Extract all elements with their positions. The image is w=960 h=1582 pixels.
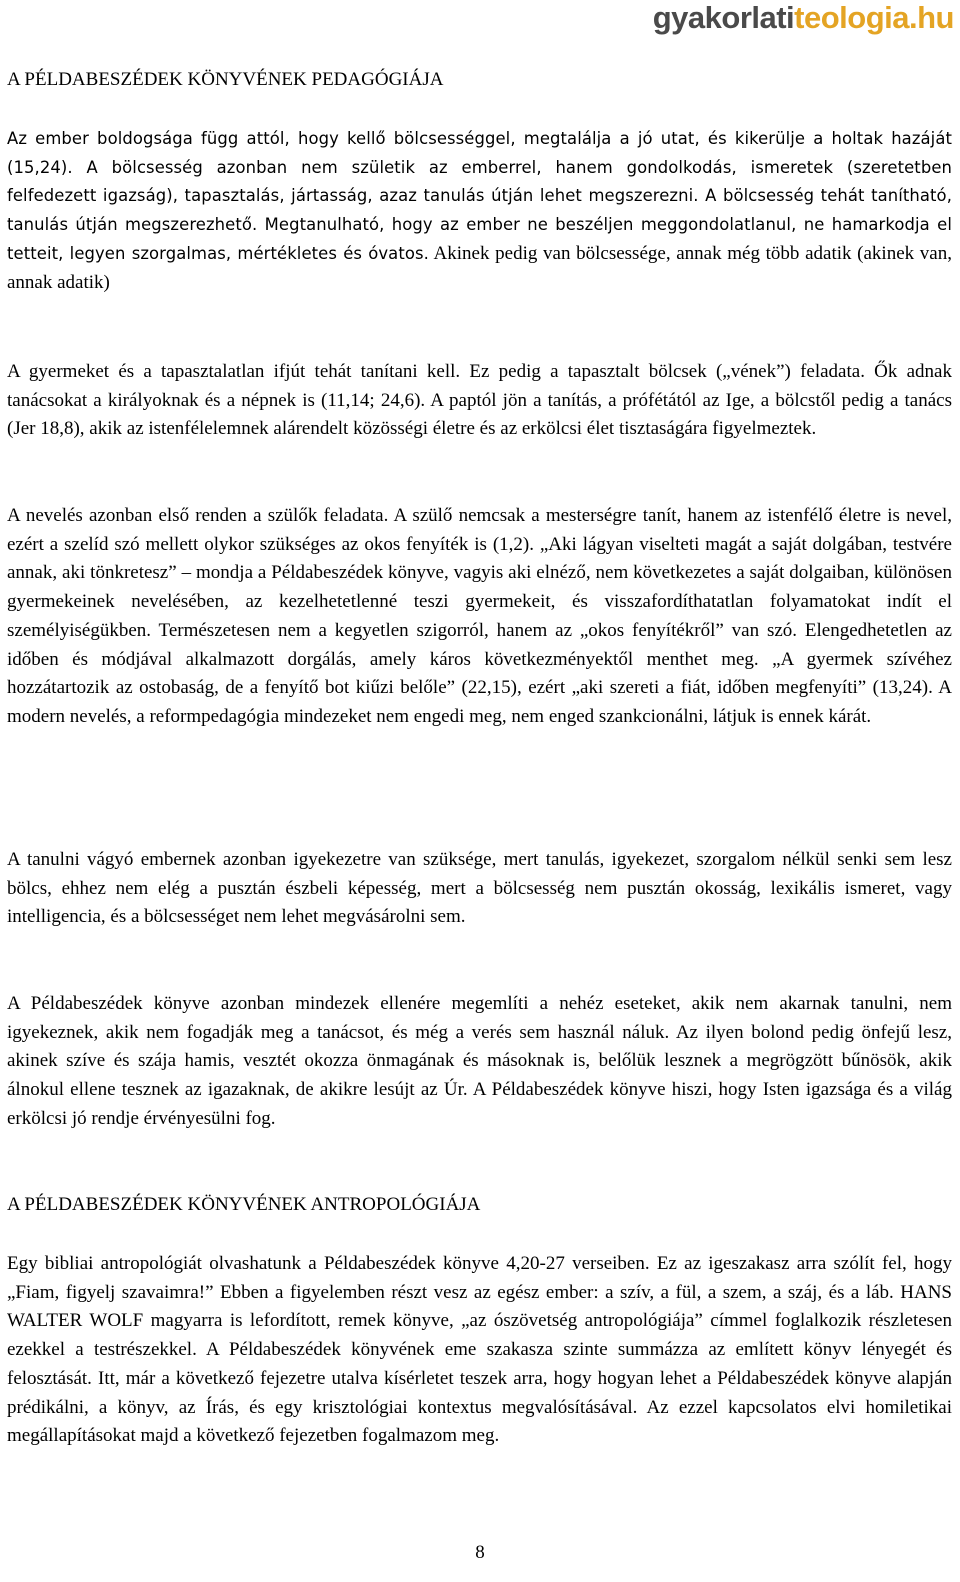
- paragraph-teaching-youth: A gyermeket és a tapasztalatlan ifjút tehát tanítani kell. Ez pedig a tapasztalt bölcsek („vének”) feladata. Ők adnak tanácsokat a királyoknak és a népnek is (11,14; 24,6). A paptól jön a tanítás, a prófétától az Ige, a bölcstől pedig a tanács (Jer 18,8), akik az istenfélelemnek alárendelt közösségi életre és az erkölcsi élet tisztaságára figyelmeztek.: [7, 361, 952, 440]
- paragraph-anthropology: Egy bibliai antropológiát olvashatunk a Példabeszédek könyve 4,20-27 verseiben. Ez az igeszakasz arra szólít fel, hogy „Fiam, figyelj szavaimra!” Ebben a figyelemben részt vesz az egész ember: a szív, a fül, a szem, a száj, és a láb. HANS WALTER WOLF magyarra is lefordított, remek könyve, „az ószövetség antropológiája” címmel foglalkozik részletesen ezekkel a testrészekkel. A Példabeszédek könyvének eme szakasza szinte summázza az említett könyv lényegét és felosztását. Itt, már a következő fejezetre utalva kísérletet teszek arra, hogy hogyan lehet a Példabeszédek könyve alapján prédikálni, a könyv, az Írás, és egy krisztológiai kontextus megvalósításával. Az ezzel kapcsolatos elvi homiletikai megállapításokat majd a következő fejezetben fogalmazom meg.: [7, 1253, 952, 1447]
- paragraph-wisdom-intro-part-2: Akinek pedig van bölcsessége, annak még több adatik (akinek van, annak adatik): [7, 242, 952, 293]
- logo-part-2: teologia.hu: [794, 0, 954, 35]
- section-heading-anthropology: A PÉLDABESZÉDEK KÖNYVÉNEK ANTROPOLÓGIÁJA: [7, 1194, 481, 1215]
- section-heading-pedagogy: A PÉLDABESZÉDEK KÖNYVÉNEK PEDAGÓGIÁJA: [7, 69, 444, 90]
- paragraph-wisdom-intro-part-1: Az ember boldogsága függ attól, hogy kellő bölcsességgel, megtalálja a jó utat, és kikerülje a holtak hazáját (15,24). A bölcsesség azonban nem születik az emberrel, hanem gondolkodás, ismeretek (szeretetben felfedezett igazság), tapasztalás, jártasság, azaz tanulás útján lehet megszerezni. A bölcsesség tehát tanítható, tanulás útján megszerezhető. Megtanulható, hogy az ember ne beszéljen meggondolatlanul, ne hamarkodja el tetteit, legyen szorgalmas, mértékletes és óvatos.: [7, 129, 952, 263]
- site-logo: [653, 2, 954, 33]
- paragraph-difficult-cases: A Példabeszédek könyve azonban mindezek ellenére megemlíti a nehéz eseteket, akik nem akarnak tanulni, nem igyekeznek, akik nem fogadják meg a tanácsot, és még a verés sem használ náluk. Az ilyen bolond pedig önfejű lesz, akinek szíve és szája hamis, vesztét okozza önmagának és másoknak is, belőlük lesznek a megrögzött bűnösök, akik álnokul ellene tesznek az igazaknak, de akikre lesújt az Úr. A Példabeszédek könyve hiszi, hogy Isten igazsága és a világ erkölcsi jó rendje érvényesülni fog.: [7, 993, 952, 1129]
- paragraph-wisdom-intro: [7, 125, 952, 297]
- paragraph-diligence: A tanulni vágyó embernek azonban igyekezetre van szüksége, mert tanulás, igyekezet, szorgalom nélkül senki sem lesz bölcs, ehhez nem elég a pusztán észbeli képesség, mert a bölcsesség nem pusztán okosság, lexikális ismeret, vagy intelligencia, és a bölcsességet nem lehet megvásárolni sem.: [7, 849, 952, 928]
- page-number: 8: [475, 1542, 485, 1563]
- logo-part-1: gyakorlati: [652, 0, 795, 35]
- paragraph-parents-role: A nevelés azonban első renden a szülők feladata. A szülő nemcsak a mesterségre tanít, hanem az istenfélő életre is nevel, ezért a szelíd szó mellett olykor szükséges az okos fenyíték is (1,2). „Aki lágyan viselteti magát a saját dolgában, testvére annak, aki tönkretesz” – mondja a Példabeszédek könyve, vagyis aki elnéző, nem következetes a saját dolgaiban, különösen gyermekeinek nevelésében, az kezelhetetlenné teszi gyermekeit, és visszafordíthatatlan folyamatokat indít el személyiségükben. Természetesen nem a kegyetlen szigorról, hanem az „okos fenyítékről” van szó. Elengedhetetlen az időben és módjával alkalmazott dorgálás, amely káros következményektől menthet meg. „A gyermek szívéhez hozzátartozik az ostobaság, de a fenyítő bot kiűzi belőle” (22,15), ezért „aki szereti a fiát, időben megfenyíti” (13,24). A modern nevelés, a reformpedagógia mindezeket nem engedi meg, nem enged szankcionálni, látjuk is ennek kárát.: [7, 505, 952, 727]
